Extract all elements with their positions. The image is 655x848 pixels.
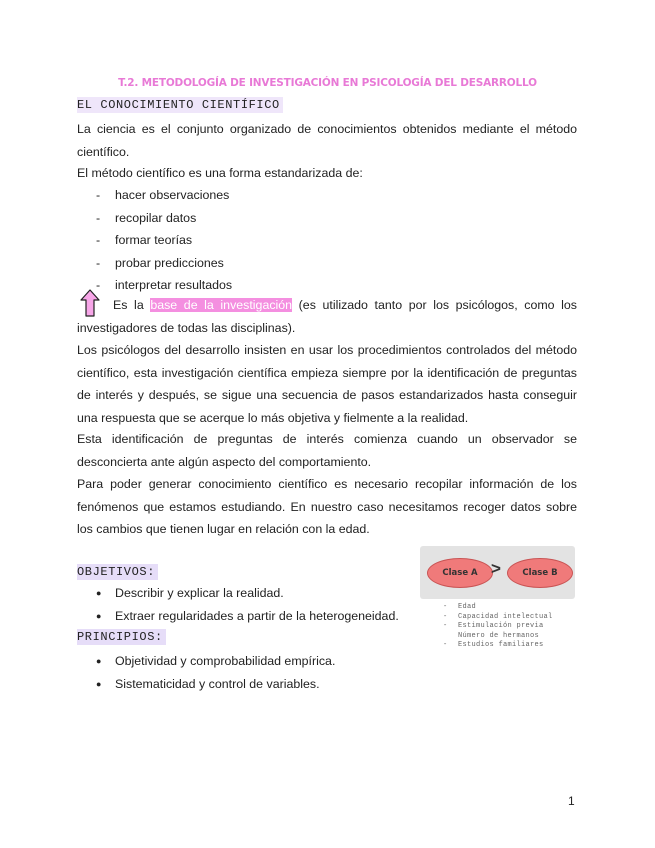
- page-number: 1: [568, 794, 575, 808]
- paragraph-knowledge: Para poder generar conocimiento científico es necesario recopilar información de los fenómenos que estamos estudiando. En nuestro caso necesitamos recoger datos sobre los cambios que tienen lugar en relación con la edad.: [77, 477, 577, 536]
- section-heading-principios: PRINCIPIOS:: [77, 629, 166, 645]
- list-item: - interpretar resultados: [96, 274, 232, 297]
- comparison-symbol: >: [491, 559, 501, 578]
- list-item: - hacer observaciones: [96, 184, 232, 207]
- list-item: - Estimulación previa: [443, 622, 553, 632]
- method-steps-list: [96, 184, 232, 297]
- list-item: Número de hermanos: [458, 631, 540, 640]
- paragraph-intro: La ciencia es el conjunto organizado de conocimientos obtenidos mediante el método científico.: [77, 122, 577, 159]
- list-item: ● Sistematicidad y control de variables.: [96, 673, 335, 696]
- paragraph-identification: Esta identificación de preguntas de interés comienza cuando un observador se desconcierta ante algún aspecto del comportamiento.: [77, 432, 577, 469]
- list-item: ● Extraer regularidades a partir de la heterogeneidad.: [96, 605, 399, 628]
- class-a-node: Clase A: [427, 558, 493, 588]
- class-comparison-diagram: [420, 546, 575, 599]
- list-item: ● Describir y explicar la realidad.: [96, 582, 399, 605]
- list-item: - probar predicciones: [96, 252, 232, 275]
- objectives-list: [96, 582, 399, 627]
- list-item: - Estudios familiares: [443, 641, 553, 651]
- diagram-factors-list: [443, 603, 553, 651]
- paragraph-method-intro: El método científico es una forma estandarizada de:: [77, 166, 363, 180]
- section-heading-objetivos: OBJETIVOS:: [77, 564, 158, 580]
- paragraph-basis: [77, 294, 577, 339]
- basis-prefix: Es la: [113, 298, 144, 312]
- section-heading-conocimiento: EL CONOCIMIENTO CIENTÍFICO: [77, 97, 283, 113]
- list-item: - Edad: [443, 603, 553, 613]
- principles-list: [96, 650, 335, 695]
- basis-suffix: (es utilizado tanto por los psicólogos, como los investigadores de todas las disciplinas).: [77, 298, 577, 335]
- page-title: T.2. METODOLOGÍA DE INVESTIGACIÓN EN PSICOLOGÍA DEL DESARROLLO: [118, 77, 537, 89]
- list-item: - Capacidad intelectual: [443, 613, 553, 623]
- list-item: - formar teorías: [96, 229, 232, 252]
- class-b-node: Clase B: [507, 558, 573, 588]
- paragraph-psychologists: Los psicólogos del desarrollo insisten en usar los procedimientos controlados del método científico, esta investigación científica empieza siempre por la identificación de preguntas de interés y después, se sigue una secuencia de pasos estandarizados hasta conseguir una respuesta que se acerque lo más objetiva y fielmente a la realidad.: [77, 343, 577, 425]
- list-item: ● Objetividad y comprobabilidad empírica.: [96, 650, 335, 673]
- list-item: - recopilar datos: [96, 207, 232, 230]
- highlight-base-investigacion: base de la investigación: [150, 298, 293, 312]
